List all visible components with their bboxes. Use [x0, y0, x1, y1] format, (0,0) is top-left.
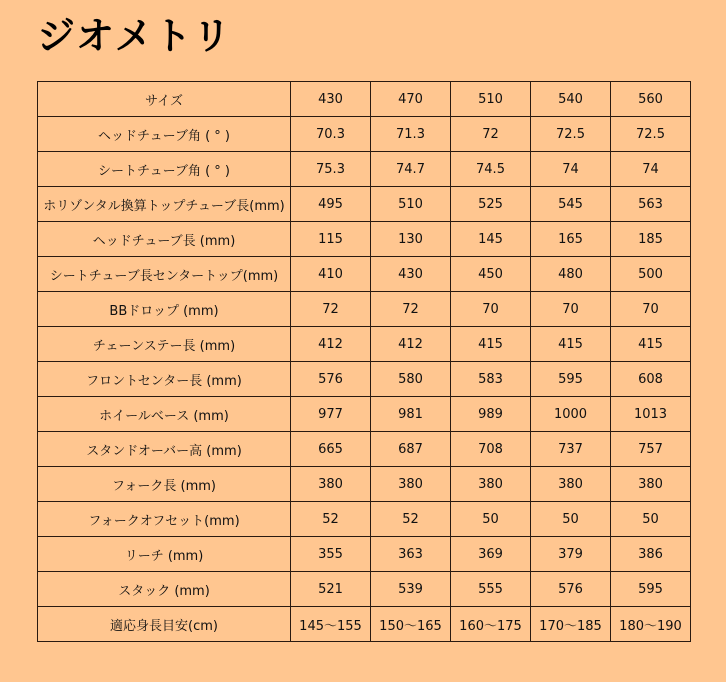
table-cell: 50: [451, 502, 531, 537]
table-cell: 369: [451, 537, 531, 572]
table-cell: 72: [291, 292, 371, 327]
table-cell: 70.3: [291, 117, 371, 152]
table-row: [38, 572, 691, 607]
row-label: スタック (mm): [38, 572, 291, 607]
table-cell: 74: [611, 152, 691, 187]
table-cell: 150〜165: [371, 607, 451, 642]
row-label: シートチューブ長センタートップ(mm): [38, 257, 291, 292]
table-cell: 74: [531, 152, 611, 187]
table-cell: 75.3: [291, 152, 371, 187]
table-cell: 355: [291, 537, 371, 572]
table-cell: 580: [371, 362, 451, 397]
table-row: [38, 187, 691, 222]
table-cell: 70: [451, 292, 531, 327]
table-cell: 1000: [531, 397, 611, 432]
table-row: [38, 222, 691, 257]
row-label: チェーンステー長 (mm): [38, 327, 291, 362]
table-cell: 74.7: [371, 152, 451, 187]
table-cell: 450: [451, 257, 531, 292]
table-cell: 115: [291, 222, 371, 257]
table-row: [38, 362, 691, 397]
table-cell: 977: [291, 397, 371, 432]
row-label: スタンドオーバー高 (mm): [38, 432, 291, 467]
table-cell: 510: [451, 82, 531, 117]
table-cell: 145: [451, 222, 531, 257]
table-cell: 415: [451, 327, 531, 362]
table-cell: 563: [611, 187, 691, 222]
table-cell: 539: [371, 572, 451, 607]
row-label: フロントセンター長 (mm): [38, 362, 291, 397]
table-cell: 71.3: [371, 117, 451, 152]
table-cell: 430: [371, 257, 451, 292]
table-cell: 1013: [611, 397, 691, 432]
row-label: フォーク長 (mm): [38, 467, 291, 502]
table-cell: 470: [371, 82, 451, 117]
row-label: リーチ (mm): [38, 537, 291, 572]
row-label: シートチューブ角 ( ° ): [38, 152, 291, 187]
table-cell: 180〜190: [611, 607, 691, 642]
table-cell: 70: [611, 292, 691, 327]
table-row: [38, 152, 691, 187]
table-row: [38, 117, 691, 152]
table-cell: 410: [291, 257, 371, 292]
row-label: BBドロップ (mm): [38, 292, 291, 327]
table-cell: 50: [611, 502, 691, 537]
table-cell: 386: [611, 537, 691, 572]
table-cell: 576: [531, 572, 611, 607]
row-label: フォークオフセット(mm): [38, 502, 291, 537]
table-cell: 185: [611, 222, 691, 257]
table-cell: 480: [531, 257, 611, 292]
table-row: [38, 292, 691, 327]
table-cell: 430: [291, 82, 371, 117]
table-cell: 415: [611, 327, 691, 362]
table-row: [38, 257, 691, 292]
table-cell: 160〜175: [451, 607, 531, 642]
table-cell: 521: [291, 572, 371, 607]
table-cell: 50: [531, 502, 611, 537]
table-row: [38, 502, 691, 537]
row-label: ヘッドチューブ長 (mm): [38, 222, 291, 257]
table-row: [38, 537, 691, 572]
table-row: [38, 397, 691, 432]
table-cell: 595: [531, 362, 611, 397]
table-cell: 380: [371, 467, 451, 502]
table-cell: 379: [531, 537, 611, 572]
row-label: ホイールベース (mm): [38, 397, 291, 432]
table-cell: 560: [611, 82, 691, 117]
table-row: [38, 327, 691, 362]
table-cell: 74.5: [451, 152, 531, 187]
table-cell: 510: [371, 187, 451, 222]
table-row: [38, 467, 691, 502]
table-cell: 708: [451, 432, 531, 467]
table-cell: 380: [611, 467, 691, 502]
table-cell: 555: [451, 572, 531, 607]
table-cell: 72: [371, 292, 451, 327]
table-row: [38, 432, 691, 467]
row-label: サイズ: [38, 82, 291, 117]
table-cell: 583: [451, 362, 531, 397]
table-cell: 545: [531, 187, 611, 222]
table-cell: 72.5: [531, 117, 611, 152]
table-row: [38, 607, 691, 642]
table-cell: 70: [531, 292, 611, 327]
table-cell: 72: [451, 117, 531, 152]
table-cell: 525: [451, 187, 531, 222]
table-cell: 145〜155: [291, 607, 371, 642]
geometry-table: [37, 81, 691, 642]
table-cell: 540: [531, 82, 611, 117]
table-cell: 363: [371, 537, 451, 572]
table-cell: 595: [611, 572, 691, 607]
table-cell: 412: [291, 327, 371, 362]
table-cell: 165: [531, 222, 611, 257]
table-cell: 989: [451, 397, 531, 432]
table-cell: 52: [291, 502, 371, 537]
table-row: [38, 82, 691, 117]
row-label: ホリゾンタル換算トップチューブ長(mm): [38, 187, 291, 222]
row-label: 適応身長目安(cm): [38, 607, 291, 642]
table-cell: 608: [611, 362, 691, 397]
table-cell: 576: [291, 362, 371, 397]
table-cell: 412: [371, 327, 451, 362]
table-cell: 757: [611, 432, 691, 467]
geometry-table-body: [38, 82, 691, 642]
table-cell: 687: [371, 432, 451, 467]
table-cell: 72.5: [611, 117, 691, 152]
table-cell: 665: [291, 432, 371, 467]
table-cell: 737: [531, 432, 611, 467]
table-cell: 170〜185: [531, 607, 611, 642]
table-cell: 380: [451, 467, 531, 502]
table-cell: 415: [531, 327, 611, 362]
table-cell: 380: [291, 467, 371, 502]
row-label: ヘッドチューブ角 ( ° ): [38, 117, 291, 152]
page-title: ジオメトリ: [37, 14, 232, 58]
table-cell: 52: [371, 502, 451, 537]
table-cell: 380: [531, 467, 611, 502]
table-cell: 981: [371, 397, 451, 432]
table-cell: 500: [611, 257, 691, 292]
table-cell: 130: [371, 222, 451, 257]
table-cell: 495: [291, 187, 371, 222]
